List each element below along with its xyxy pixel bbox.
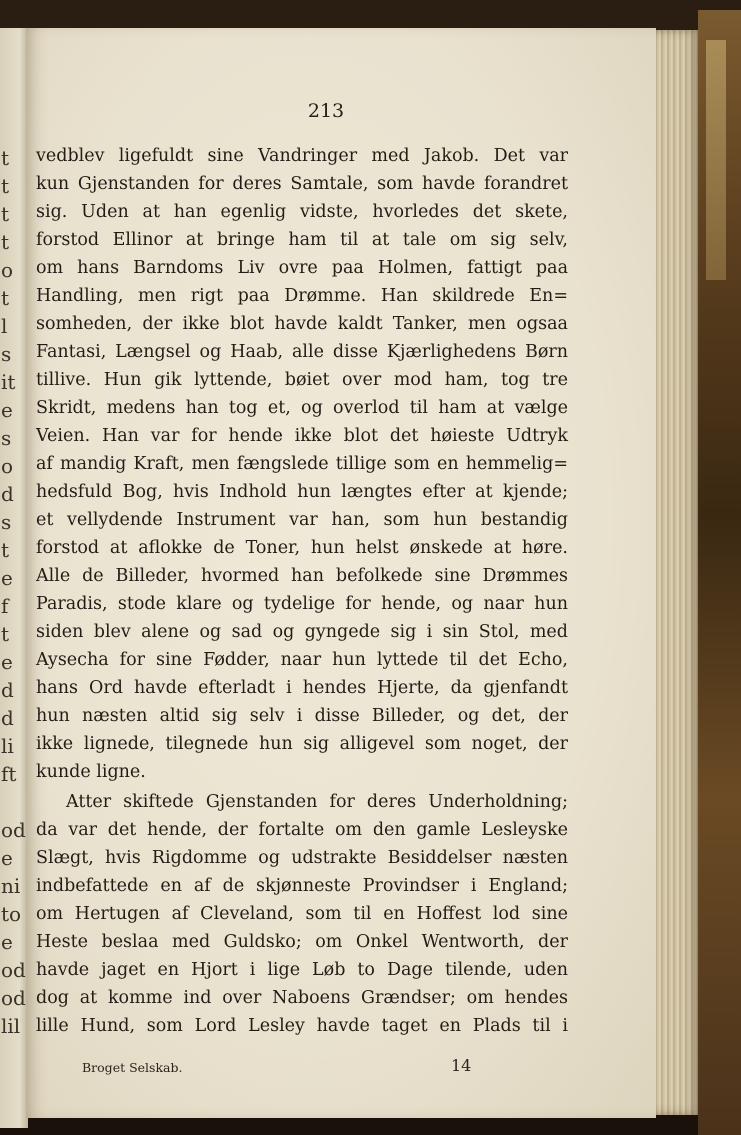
text-line: om hans Barndoms Liv ovre paa Holmen, fattigt paa <box>36 258 568 278</box>
text-line: vedblev ligefuldt sine Vandringer med Jakob. Det var <box>36 146 568 166</box>
previous-page-fragment: e <box>1 930 13 954</box>
previous-page-fragment: d <box>1 482 14 506</box>
text-line: Aysecha for sine Fødder, naar hun lyttede til det Echo, <box>36 650 568 670</box>
previous-page-fragment: o <box>1 258 14 282</box>
previous-page-fragment: t <box>1 202 10 226</box>
previous-page-fragment: f <box>1 594 9 618</box>
previous-page-fragment: t <box>1 174 10 198</box>
text-line: sig. Uden at han egenlig vidste, hvorledes det skete, <box>36 202 568 222</box>
previous-page-fragment: ni <box>1 874 21 898</box>
previous-page-fragment: e <box>1 650 13 674</box>
previous-page-fragment: e <box>1 846 13 870</box>
text-line: af mandig Kraft, men fængslede tillige som en hemmelig= <box>36 454 568 474</box>
sheet-number: 14 <box>451 1056 472 1075</box>
book-cover-highlight <box>706 40 726 280</box>
text-line: Alle de Billeder, hvormed han befolkede sine Drømmes <box>36 566 568 586</box>
text-line: lille Hund, som Lord Lesley havde taget en Plads til i <box>36 1016 568 1036</box>
previous-page-fragment: od <box>1 958 26 982</box>
previous-page-fragment: li <box>1 734 14 758</box>
previous-page-fragment: to <box>1 902 22 926</box>
text-line: tillive. Hun gik lyttende, bøiet over mod ham, tog tre <box>36 370 568 390</box>
previous-page-fragment: d <box>1 678 14 702</box>
previous-page-fragment: lil <box>1 1014 21 1038</box>
text-line: Veien. Han var for hende ikke blot det høieste Udtryk <box>36 426 568 446</box>
previous-page-fragment: e <box>1 566 13 590</box>
previous-page-fragment: it <box>1 370 16 394</box>
text-line: ikke lignede, tilegnede hun sig alligevel som noget, der <box>36 734 568 754</box>
previous-page-fragment: t <box>1 146 10 170</box>
text-line: Slægt, hvis Rigdomme og udstrakte Besiddelser næsten <box>36 848 568 868</box>
previous-page-fragment: od <box>1 818 26 842</box>
book-page <box>26 28 656 1118</box>
text-line: kunde ligne. <box>36 762 146 782</box>
page-edges <box>652 30 700 1115</box>
previous-page-fragment: e <box>1 398 13 422</box>
previous-page-fragment: t <box>1 538 10 562</box>
text-line: indbefattede en af de skjønneste Provindser i England; <box>36 876 568 896</box>
previous-page-fragment: o <box>1 454 14 478</box>
text-line: hun næsten altid sig selv i disse Billeder, og det, der <box>36 706 568 726</box>
text-line: kun Gjenstanden for deres Samtale, som havde forandret <box>36 174 568 194</box>
text-line: Handling, men rigt paa Drømme. Han skildrede En= <box>36 286 568 306</box>
signature-mark: Broget Selskab. <box>82 1060 183 1075</box>
text-line: hedsfuld Bog, hvis Indhold hun længtes efter at kjende; <box>36 482 568 502</box>
previous-page-fragment: s <box>1 342 12 366</box>
text-line: havde jaget en Hjort i lige Løb to Dage tilende, uden <box>36 960 568 980</box>
previous-page-fragment: l <box>1 314 8 338</box>
previous-page-fragment: t <box>1 230 10 254</box>
previous-page-fragment: t <box>1 286 10 310</box>
page-number: 213 <box>307 100 345 122</box>
text-line: Heste beslaa med Guldsko; om Onkel Wentworth, der <box>36 932 568 952</box>
text-line: dog at komme ind over Naboens Grændser; om hendes <box>36 988 568 1008</box>
text-line: forstod Ellinor at bringe ham til at tale om sig selv, <box>36 230 568 250</box>
text-line: forstod at aflokke de Toner, hun helst ønskede at høre. <box>36 538 568 558</box>
text-line: Fantasi, Længsel og Haab, alle disse Kjærlighedens Børn <box>36 342 568 362</box>
previous-page-fragment: s <box>1 510 12 534</box>
text-line: om Hertugen af Cleveland, som til en Hoffest lod sine <box>36 904 568 924</box>
previous-page-fragment: ft <box>1 762 17 786</box>
text-line: somheden, der ikke blot havde kaldt Tanker, men ogsaa <box>36 314 568 334</box>
text-line: et vellydende Instrument var han, som hun bestandig <box>36 510 568 530</box>
text-line: Atter skiftede Gjenstanden for deres Underholdning; <box>66 792 568 812</box>
previous-page-fragment: d <box>1 706 14 730</box>
text-line: Skridt, medens han tog et, og overlod til ham at vælge <box>36 398 568 418</box>
previous-page-edge <box>0 28 28 1128</box>
previous-page-fragment: s <box>1 426 12 450</box>
text-line: siden blev alene og sad og gyngede sig i sin Stol, med <box>36 622 568 642</box>
previous-page-fragment: t <box>1 622 10 646</box>
text-line: hans Ord havde efterladt i hendes Hjerte, da gjenfandt <box>36 678 568 698</box>
previous-page-fragment: od <box>1 986 26 1010</box>
text-line: da var det hende, der fortalte om den gamle Lesleyske <box>36 820 568 840</box>
text-line: Paradis, stode klare og tydelige for hende, og naar hun <box>36 594 568 614</box>
